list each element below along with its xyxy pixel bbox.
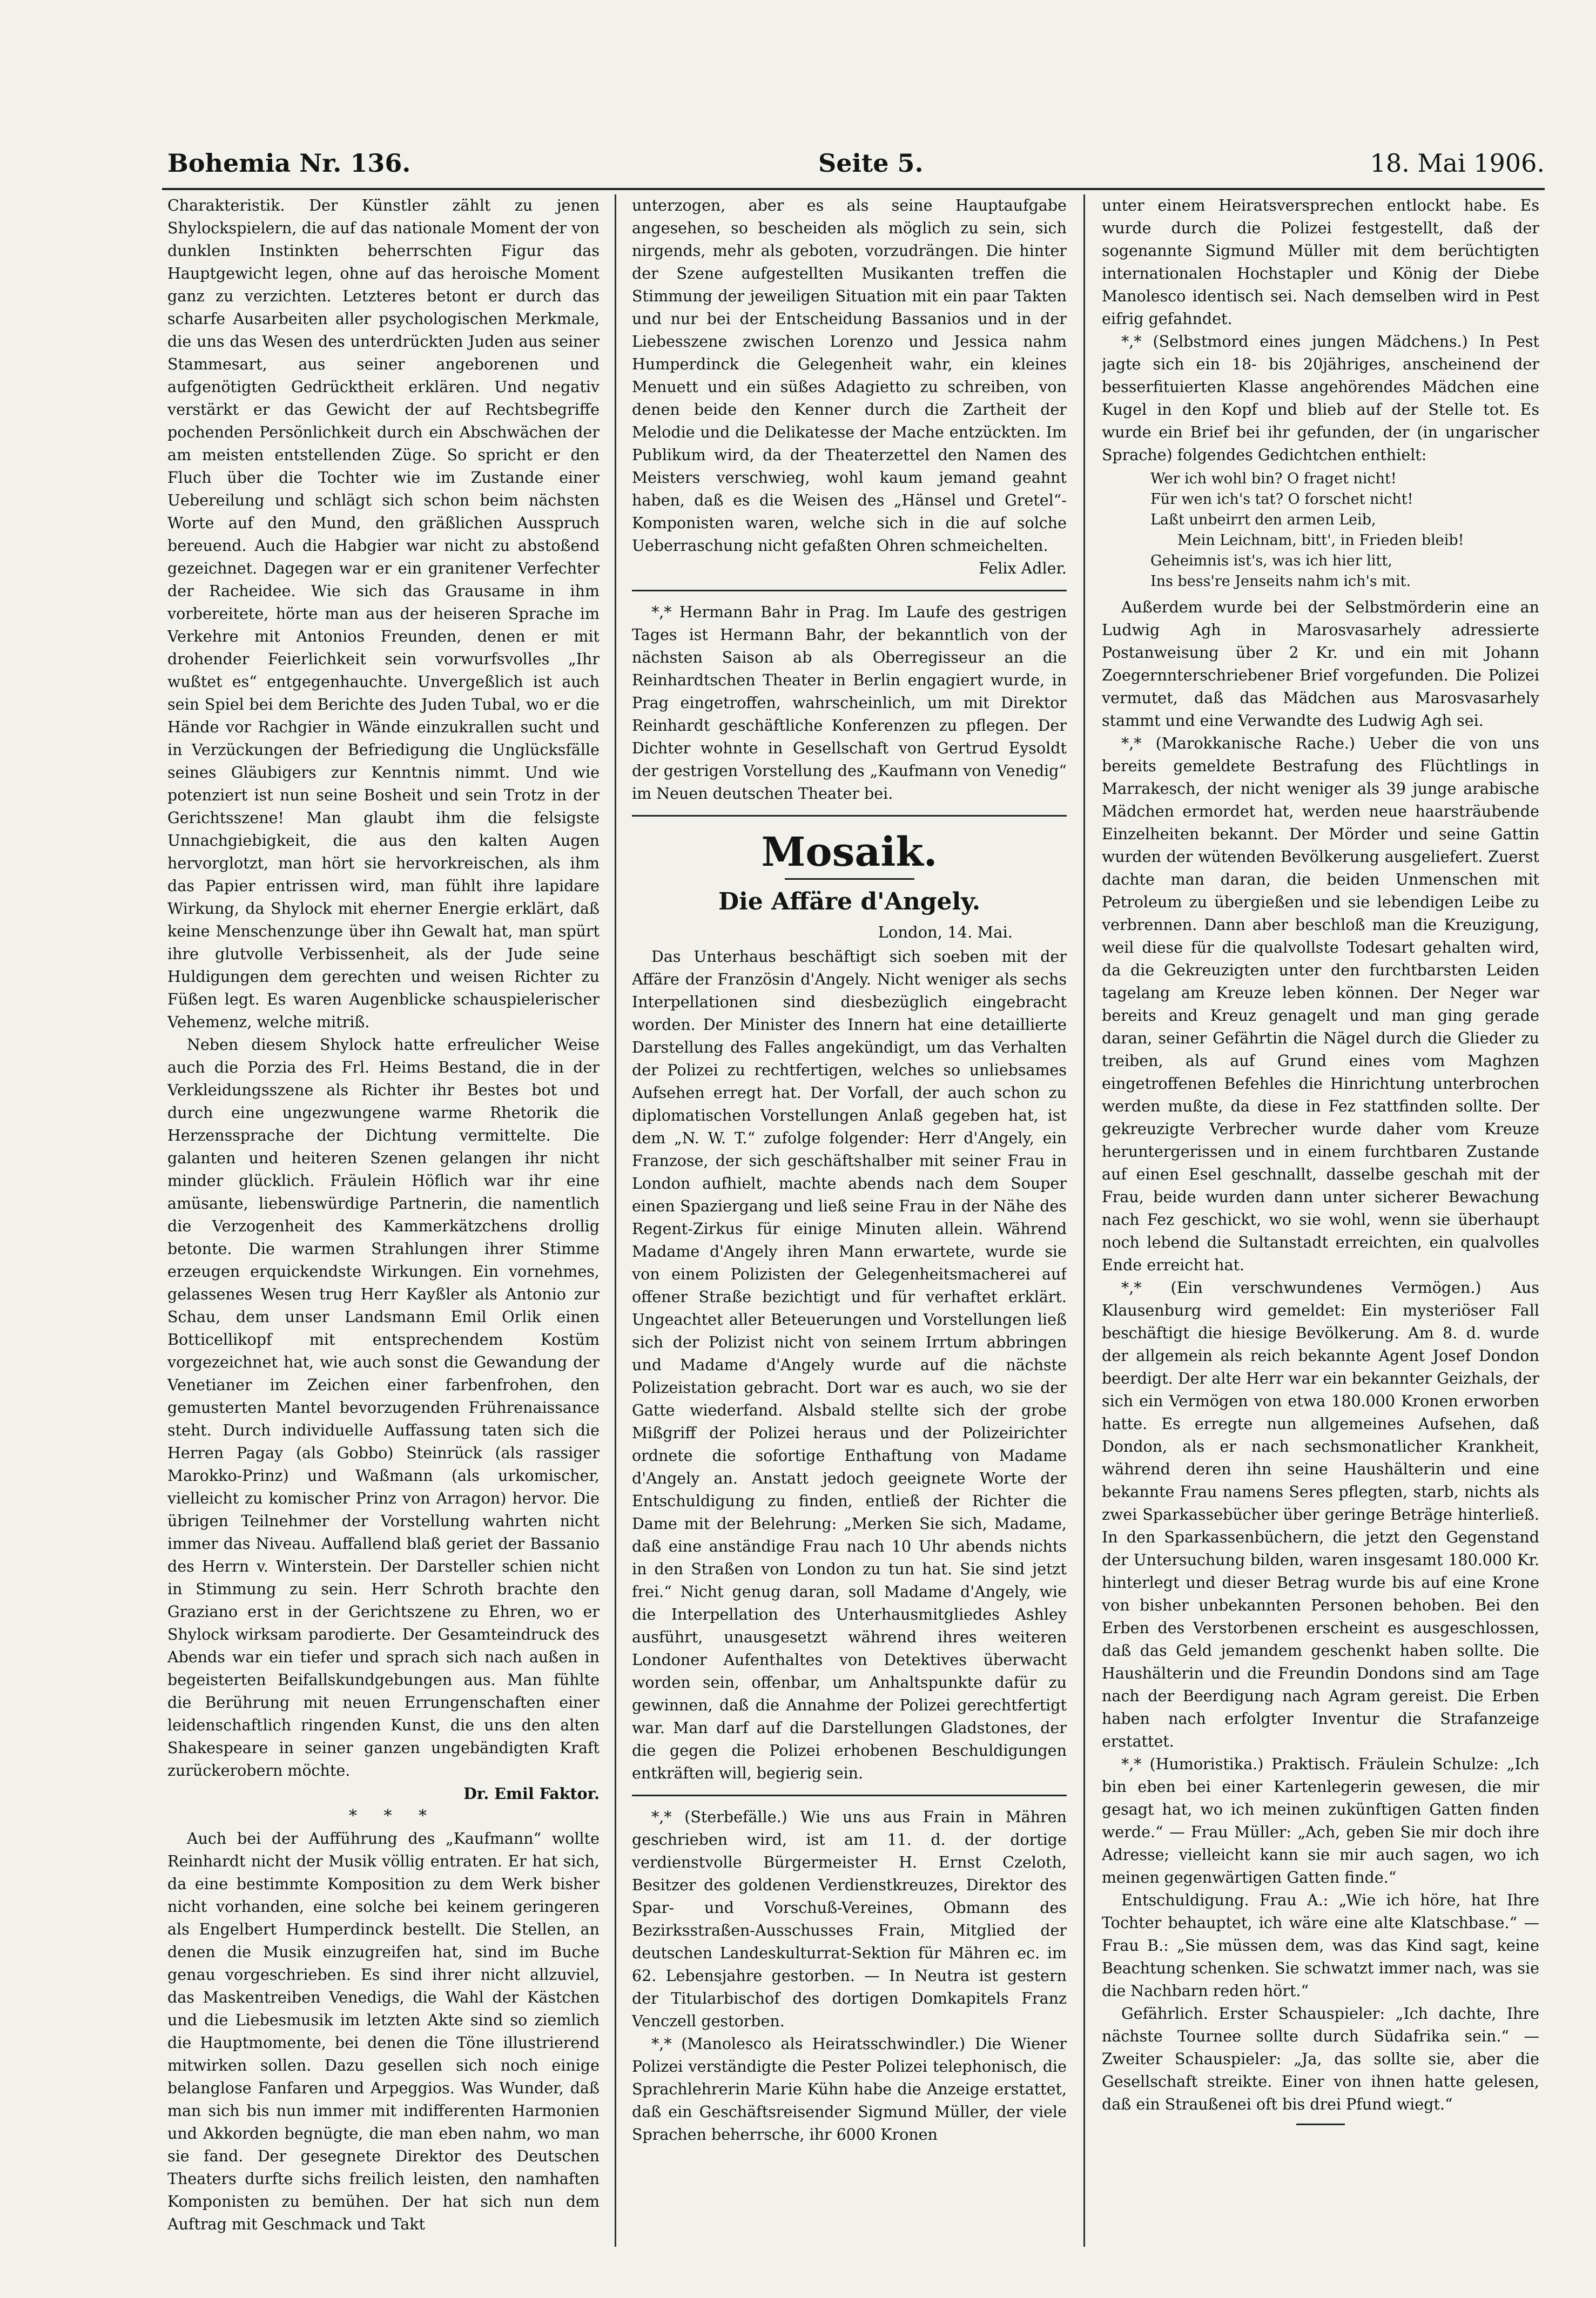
divider (632, 815, 1067, 817)
poem-line: Geheimnis ist's, was ich hier litt, (1150, 552, 1392, 569)
poem (1150, 469, 1539, 592)
column-divider-1 (615, 194, 616, 2247)
section-rule (785, 878, 914, 880)
end-rule (1296, 2124, 1345, 2125)
review-paragraph-2: Neben diesem Shylock hatte erfreulicher Weise auch die Porzia des Frl. Heims Bestand, die in der Verkleidungsszene als Richter ihr Bestes bot und durch eine ungezwungene warme Rhetorik die Herzenssprache der Dichtung vermittelte. Die galanten und heiteren Szenen gelangen ihr nicht minder glücklich. Fräulein Höflich war ihr eine amüsante, liebenswürdige Partnerin, die namentlich die Verzogenheit des Kammerkätzchens drollig betonte. Die warmen Strahlungen ihrer Stimme erzeugen erquickendste Wirkungen. Ein vornehmes, gelassenes Wesen trug Herr Kayßler als Antonio zur Schau, dem unser Landsmann Emil Orlik einen Botticellikopf mit entsprechendem Kostüm vorgezeichnet hat, wie auch sonst die Gewandung der Venetianer im Zeichen einer farbenfrohen, den gemusterten Mantel bevorzugenden Frührenaissance steht. Durch individuelle Auffassung taten sich die Herren Pagay (als Gobbo) Steinrück (als rassiger Marokko-Prinz) und Waßmann (als urkomischer, vielleicht zu komischer Prinz von Arragon) hervor. Die übrigen Teilnehmer der Vorstellung wahrten nicht immer das Niveau. Auffallend blaß geriet der Bassanio des Herrn v. Winterstein. Der Darsteller schien nicht in Stimmung zu sein. Herr Schroth brachte den Graziano erst in der Gerichtszene zu Ehren, wo er Shylock wirksam parodierte. Der Gesamteindruck des Abends war ein tiefer und sprach sich nach außen in begeisterten Beifallskundgebungen aus. Man fühlte die Berührung mit neuen Errungenschaften einer leidenschaftlich ringenden Kunst, die uns den alten Shakespeare in seiner ganzen ungebändigten Kraft zurückerobern möchte. (167, 1036, 600, 1780)
header-rule (162, 188, 1545, 190)
column-1 (167, 194, 600, 2252)
separator-stars: * * * (348, 1807, 438, 1825)
poem-line: Für wen ich's tat? O forschet nicht! (1150, 491, 1413, 508)
humor-2: Entschuldigung. Frau A.: „Wie ich höre, hat Ihre Tochter behauptet, ich wäre eine alte Klatschbase.“ — Frau B.: „Sie müssen dem, was das Kind sagt, keine Beachtung schenken. Sie schwatzt immer nach, was sie die Nachbarn reden hört.“ (1102, 1891, 1539, 2000)
bahr-news: *,* Hermann Bahr in Prag. Im Laufe des gestrigen Tages ist Hermann Bahr, der bekanntlich von der nächsten Saison ab als Oberregisseur an die Reinhardtschen Theater in Berlin engagiert wurde, in Prag eingetroffen, wahrscheinlich, um mit Direktor Reinhardt geschäftliche Konferenzen zu pflegen. Der Dichter wohnte in Gesellschaft von Gertrud Eysoldt der gestrigen Vorstellung des „Kaufmann von Venedig“ im Neuen deutschen Theater bei. (632, 603, 1067, 803)
article-dateline: London, 14. Mai. (878, 923, 1013, 941)
page-frame (162, 135, 1545, 2257)
page-header (162, 149, 1545, 186)
humor-1: *,* (Humoristika.) Praktisch. Fräulein Schulze: „Ich bin eben bei einer Kartenlegerin gewesen, die mir gesagt hat, wo ich meinen zukünftigen Gatten finden werde.“ — Frau Müller: „Ach, geben Sie mir doch ihre Adresse; vielleicht kann sie mir auch sagen, wo ich meinen gegenwärtigen Gatten finde.“ (1102, 1755, 1539, 1886)
section-heading: Mosaik. (761, 829, 938, 875)
column-2 (632, 194, 1067, 2252)
moroccan-notice: *,* (Marokkanische Rache.) Ueber die von uns bereits gemeldete Bestrafung des Flüchtlings in Marrakesch, der nicht weniger als 39 junge arabische Mädchen ermordet hat, werden neue haarsträubende Einzelheiten bekannt. Der Mörder und seine Gattin wurden der wütenden Bevölkerung ausgeliefert. Zuerst dachte man daran, die beiden Unmenschen mit Petroleum zu übergießen und sie lebendigen Leibe zu verbrennen. Dann aber beschloß man die Kreuzigung, weil diese für die qualvollste Todesart gehalten wird, da die Gekreuzigten unter den furchtbarsten Leiden tagelang am Kreuze leben können. Der Neger war bereits and Kreuz genagelt und man ging gerade daran, seiner Gefährtin die Nägel durch die Glieder zu treiben, als auf Grund eines vom Maghzen eingetroffenen Befehles die Hinrichtung unterbrochen werden mußte, da diese in Fez stattfinden sollte. Der gekreuzigte Verbrecher wurde daher vom Kreuze heruntergerissen und in einem furchtbaren Zustande auf einen Esel geschnallt, dasselbe geschah mit der Frau, beide wurden dann unter sicherer Bewachung nach Fez geschickt, wo sie wohl, wenn sie überhaupt noch lebend die Sultanstadt erreichten, ein qualvolles Ende erreicht hat. (1102, 734, 1539, 1274)
column-divider-2 (1083, 194, 1085, 2247)
poem-line: Ins bess're Jenseits nahm ich's mit. (1150, 573, 1411, 590)
angely-article: Das Unterhaus beschäftigt sich soeben mit der Affäre der Französin d'Angely. Nicht weniger als sechs Interpellationen sind diesbezüglich eingebracht worden. Der Minister des Innern hat eine detaillierte Darstellung des Falles angekündigt, um das Verhalten der Polizei zu rechtfertigen, welches so unliebsames Aufsehen erregt hat. Der Vorfall, der auch schon zu diplomatischen Vorstellungen Anlaß gegeben hat, ist dem „N. W. T.“ zufolge folgender: Herr d'Angely, ein Franzose, der sich geschäftshalber mit seiner Frau in London aufhielt, machte abends nach dem Souper einen Spaziergang und ließ seine Frau in der Nähe des Regent-Zirkus für einige Minuten allein. Während Madame d'Angely ihren Mann erwartete, wurde sie von einem Polizisten der Gelegenheitsmacherei auf offener Straße bezichtigt und für verhaftet erklärt. Ungeachtet aller Beteuerungen und Vorstellungen ließ sich der Polizist nicht von seinem Irrtum abbringen und Madame d'Angely wurde auf die nächste Polizeistation gebracht. Dort war es auch, wo sie der Gatte wiederfand. Alsbald stellte sich der grobe Mißgriff der Polizei heraus und der Polizeirichter ordnete die sofortige Enthaftung von Madame d'Angely an. Anstatt jedoch geeignete Worte der Entschuldigung zu finden, entließ der Richter die Dame mit der Belehrung: „Merken Sie sich, Madame, daß eine anständige Frau nach 10 Uhr abends nichts in den Straßen von London zu tun hat. Sie sind jetzt frei.“ Nicht genug daran, soll Madame d'Angely, wie die Interpellation des Unterhausmitgliedes Ashley ausführt, unausgesetzt während ihres weiteren Londoner Aufenthaltes von Detektives überwacht worden sein, offenbar, um Anhaltspunkte dafür zu gewinnen, daß die Annahme der Polizei gerechtfertigt war. Man darf auf die Darstellungen Gladstones, der die gegen die Polizei erhobenen Beschuldigungen entkräften will, begierig sein. (632, 948, 1067, 1782)
header-date: 18. Mai 1906. (1370, 149, 1545, 178)
header-page-number: Seite 5. (818, 149, 924, 178)
review-paragraph-1: Charakteristik. Der Künstler zählt zu jenen Shylockspielern, die auf das nationale Moment der von dunklen Instinkten beherrschten Figur das Hauptgewicht legen, ohne auf das heroische Moment ganz zu verzichten. Letzteres betont er durch das scharfe Ausarbeiten aller psychologischen Merkmale, die uns das Wesen des unterdrückten Juden aus seiner Stammesart, aus seiner angeborenen und aufgenötigten Gedrücktheit erklären. Und negativ verstärkt er das Gewicht der auf Rechtsbegriffe pochenden Persönlichkeit durch ein Abschwächen der am meisten entstellenden Züge. So spricht er den Fluch über die Tochter wie im Zustande einer Uebereilung und schlägt sich schon beim nächsten Worte auf den Mund, den gräßlichen Ausspruch bereuend. Auch die Habgier war nicht zu abstoßend gezeichnet. Dagegen war er ein granitener Verfechter der Racheidee. Wie sich das Grausame in ihm vorbereitete, hörte man aus der heiseren Sprache im Verkehre mit Antonios Freunden, denen er mit drohender Feierlichkeit sein vorwurfsvolles „Ihr wußtet es“ entgegenhauchte. Unvergeßlich ist auch sein Spiel bei dem Berichte des Juden Tubal, wo er die Hände vor Rachgier in Wände einzukrallen sucht und in Verzückungen der Befriedigung die Unglücksfälle seines Gläubigers zur Kenntnis nimmt. Und wie potenziert ist nun seine Bosheit und sein Trotz in der Gerichtsszene! Man glaubt ihm die felsigste Unnachgiebigkeit, die aus den kalten Augen hervorglotzt, man hört sie hervorkreischen, als ihm das Papier entrissen wird, man fühlt ihre lapidare Wirkung, da Shylock mit eherner Energie erklärt, daß keine Menschenzunge über ihn Gewalt hat, man spürt ihre glutvolle Verbissenheit, als der Jude seine Huldigungen dem gerechten und weisen Richter zu Füßen legt. Es waren Augenblicke schauspielerischer Vehemenz, welche mitriß. (167, 197, 600, 1031)
divider (632, 1795, 1067, 1796)
humor-3: Gefährlich. Erster Schauspieler: „Ich dachte, Ihre nächste Tournee sollte durch Südafrika sein.“ — Zweiter Schauspieler: „Ja, das sollte sie, aber die Gesellschaft streikte. Einer von ihnen hatte gelesen, daß ein Straußenei oft bis drei Pfund wiegt.“ (1102, 2005, 1539, 2113)
article-title: Die Affäre d'Angely. (718, 888, 981, 915)
poem-line: Mein Leichnam, bitt', in Frieden bleib! (1177, 532, 1464, 549)
divider (632, 590, 1067, 591)
suicide-notice-cont: Außerdem wurde bei der Selbstmörderin eine an Ludwig Agh in Marosvasarhely adressierte Postanweisung über 2 Kr. und ein mit Johann Zoegernnterschriebener Brief vorgefunden. Die Polizei vermutet, daß das Mädchen aus Marosvasarhely stammt und eine Verwandte des Ludwig Agh sei. (1102, 598, 1539, 730)
header-paper-issue: Bohemia Nr. 136. (167, 149, 411, 178)
manolesco-notice-cont: unter einem Heiratsversprechen entlockt habe. Es wurde durch die Polizei festgestellt, daß der sogenannte Sigmund Müller mit dem berüchtigten internationalen Hochstapler und König der Diebe Manolesco identisch sei. Nach demselben wird in Pest eifrig gefahndet. (1102, 197, 1539, 328)
review-signature: Dr. Emil Faktor. (463, 1784, 600, 1803)
column-3 (1102, 194, 1539, 2252)
poem-line: Laßt unbeirrt den armen Leib, (1150, 511, 1376, 528)
suicide-notice: *,* (Selbstmord eines jungen Mädchens.) In Pest jagte sich ein 18- bis 20jähriges, anscheinend der besserfituierten Klasse angehörendes Mädchen eine Kugel in den Kopf und blieb auf der Stelle tot. Es wurde ein Brief bei ihr gefunden, der (in ungarischer Sprache) folgendes Gedichtchen enthielt: (1102, 333, 1539, 464)
deaths-notice: *,* (Sterbefälle.) Wie uns aus Frain in Mähren geschrieben wird, ist am 11. d. der dortige verdienstvolle Bürgermeister H. Ernst Czeloth, Besitzer des goldenen Verdienstkreuzes, Direktor des Spar- und Vorschuß-Vereines, Obmann des Bezirksstraßen-Ausschusses Frain, Mitglied der deutschen Landeskulturrat-Sektion für Mähren ec. im 62. Lebensjahre gestorben. — In Neutra ist gestern der Titularbischof des dortigen Domkapitels Franz Venczell gestorben. (632, 1808, 1067, 2030)
music-paragraph: Auch bei der Aufführung des „Kaufmann“ wollte Reinhardt nicht der Musik völlig entraten. Er hat sich, da eine bestimmte Komposition zu dem Werk bisher nicht vorhanden, eine solche bei keinem geringeren als Engelbert Humperdinck bestellt. Die Stellen, an denen die Musik einzugreifen hat, sind im Buche genau vorgeschrieben. Es sind ihrer nicht allzuviel, das Maskentreiben Venedigs, die Wahl der Kästchen und die Liebesmusik im letzten Akte sind so ziemlich die Hauptmomente, bei denen die Töne illustrierend mitwirken sollen. Dazu gesellen sich noch einige belanglose Fanfaren und Arpeggios. Was Wunder, daß man sich bis nun immer mit indifferenten Harmonien und Akkorden begnügte, die man eben nahm, wo man sie fand. Der gesegnete Direktor des Deutschen Theaters durfte sichs freilich leisten, den namhaften Komponisten zu bemühen. Der hat sich nun dem Auftrag mit Geschmack und Takt (167, 1830, 600, 2233)
music-paragraph-cont: unterzogen, aber es als seine Hauptaufgabe angesehen, so bescheiden als möglich zu sein, sich nirgends, mehr als geboten, vorzudrängen. Die hinter der Szene aufgestellten Musikanten treffen die Stimmung der jeweiligen Situation mit ein paar Takten und nur bei der Entscheidung Bassanios und in der Liebesszene zwischen Lorenzo und Jessica nahm Humperdinck die Gelegenheit wahr, ein kleines Menuett und ein süßes Adagietto zu schreiben, von denen beide den Kenner durch die Zartheit der Melodie und die Delikatesse der Mache entzückten. Im Publikum wird, da der Theaterzettel den Namen des Meisters verschwieg, wohl kaum jemand geahnt haben, daß es die Weisen des „Hänsel und Gretel“-Komponisten waren, welche sich in die auf solche Ueberraschung nicht gefaßten Ohren schmeichelten. (632, 197, 1067, 555)
poem-line: Wer ich wohl bin? O fraget nicht! (1150, 470, 1397, 487)
fortune-notice: *,* (Ein verschwundenes Vermögen.) Aus Klausenburg wird gemeldet: Ein mysteriöser Fall beschäftigt die hiesige Bevölkerung. Am 8. d. wurde der allgemein als reich bekannte Agent Josef Dondon beerdigt. Der alte Herr war ein bekannter Geizhals, der sich ein Vermögen von etwa 180.000 Kronen erworben hatte. Es erregte nun allgemeines Aufsehen, daß Dondon, als er nach sechsmonatlicher Krankheit, während deren ihn seine Haushälterin und eine bekannte Frau namens Seres pflegten, starb, nichts als zwei Sparkassebücher über geringe Beträge hinterließ. In den Sparkassenbüchern, die jetzt den Gegenstand der Untersuchung bilden, waren insgesamt 180.000 Kr. hinterlegt und dieser Betrag wurde bis auf eine Krone von bisher unbekannten Personen behoben. Bei den Erben des Verstorbenen erscheint es ausgeschlossen, daß das Geld jemandem geschenkt haben sollte. Die Haushälterin und die Freundin Dondons sind am Tage nach der Beerdigung nach Agram gereist. Die Erben haben nach erfolgter Inventur die Strafanzeige erstattet. (1102, 1279, 1539, 1750)
music-signature: Felix Adler. (979, 560, 1067, 577)
manolesco-notice: *,* (Manolesco als Heiratsschwindler.) Die Wiener Polizei verständigte die Pester Polizei telephonisch, die Sprachlehrerin Marie Kühn habe die Anzeige erstattet, daß ein Geschäftsreisender Sigmund Müller, der viele Sprachen beherrsche, ihr 6000 Kronen (632, 2035, 1067, 2144)
